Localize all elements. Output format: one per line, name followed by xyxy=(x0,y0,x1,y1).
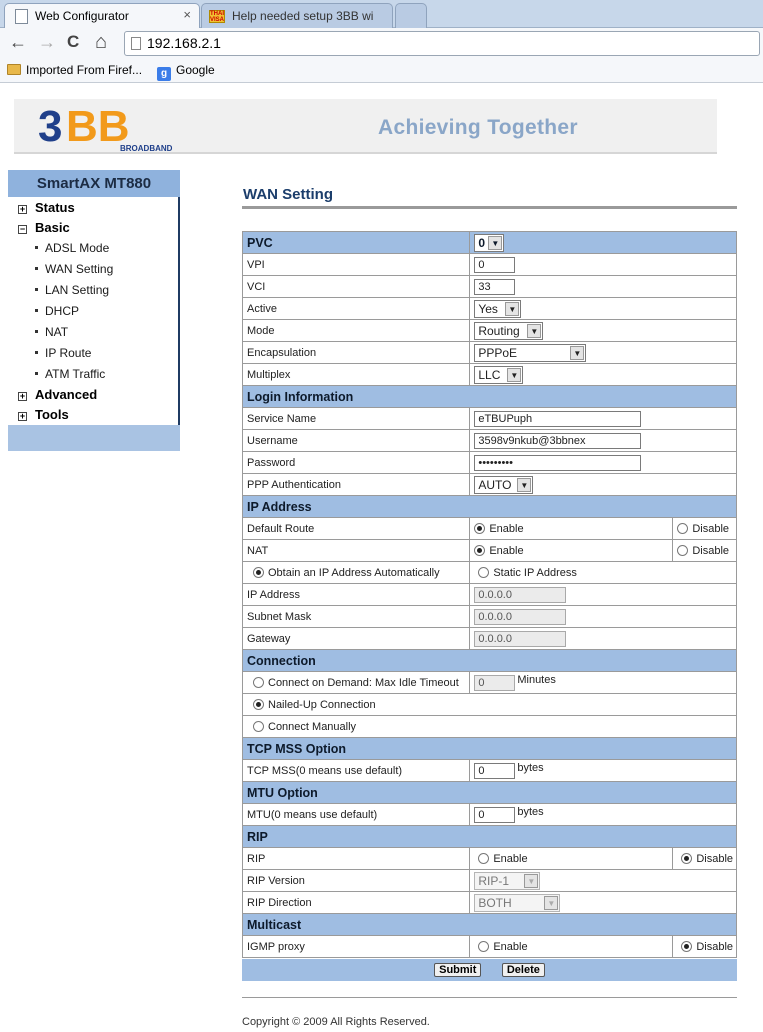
static-ip-radio[interactable] xyxy=(478,567,577,579)
radio-icon[interactable] xyxy=(478,567,489,578)
row-active xyxy=(243,298,737,320)
rip-enable[interactable] xyxy=(478,853,527,865)
row-ip-address xyxy=(243,584,737,606)
page-icon xyxy=(15,9,28,24)
rip-disable[interactable] xyxy=(681,853,733,865)
bookmarks-bar xyxy=(0,58,763,83)
section-ip-address xyxy=(243,496,737,518)
field-label: VPI xyxy=(243,254,470,276)
ip-address-input[interactable]: 0.0.0.0 xyxy=(474,587,566,603)
section-label: Login Information xyxy=(243,386,737,408)
row-tcp-mss xyxy=(243,760,737,782)
mode-select[interactable] xyxy=(474,322,543,340)
row-nat xyxy=(243,540,737,562)
tab-title: Web Configurator xyxy=(35,9,129,23)
active-select[interactable] xyxy=(474,300,521,318)
radio-label: Enable xyxy=(489,522,524,535)
dropdown-arrow-icon: ▼ xyxy=(507,368,521,382)
bookmark-google[interactable] xyxy=(157,63,215,81)
form-button-bar xyxy=(242,959,737,981)
dropdown-arrow-icon: ▼ xyxy=(505,302,519,316)
field-label: Default Route xyxy=(243,518,470,540)
google-icon: g xyxy=(157,67,171,81)
field-label: MTU(0 means use default) xyxy=(243,804,470,826)
3bb-logo xyxy=(36,101,176,153)
tab-title: Help needed setup 3BB wi xyxy=(232,9,374,23)
radio-icon[interactable] xyxy=(478,941,489,952)
tab-help-needed[interactable] xyxy=(201,3,393,28)
obtain-ip-auto-radio[interactable] xyxy=(253,567,440,579)
unit-label: Minutes xyxy=(517,674,556,687)
bullet-icon xyxy=(35,372,38,375)
row-ip-mode xyxy=(243,562,737,584)
dropdown-arrow-icon: ▼ xyxy=(517,478,531,492)
mtu-input[interactable]: 0 xyxy=(474,807,515,823)
ppp-auth-select[interactable] xyxy=(474,476,533,494)
expand-icon[interactable]: + xyxy=(19,391,26,401)
dropdown-arrow-icon: ▼ xyxy=(524,874,538,888)
row-igmp-proxy xyxy=(243,936,737,958)
nailed-up-radio[interactable] xyxy=(253,699,376,711)
expand-icon[interactable]: + xyxy=(19,204,26,214)
encapsulation-select[interactable] xyxy=(474,344,586,362)
row-service-name xyxy=(243,408,737,430)
field-label: VCI xyxy=(243,276,470,298)
radio-label: Static IP Address xyxy=(493,566,577,579)
row-rip-version xyxy=(243,870,737,892)
close-icon[interactable]: × xyxy=(183,7,191,22)
page-icon xyxy=(131,37,141,50)
new-tab-button[interactable] xyxy=(395,3,427,28)
radio-icon[interactable] xyxy=(253,677,264,688)
bullet-icon xyxy=(35,309,38,312)
select-value: AUTO xyxy=(478,477,512,492)
bullet-icon xyxy=(35,351,38,354)
multiplex-select[interactable] xyxy=(474,366,523,384)
idle-timeout-input[interactable]: 0 xyxy=(474,675,515,691)
row-connect-manually xyxy=(243,716,737,738)
radio-icon[interactable] xyxy=(474,545,485,556)
section-label: TCP MSS Option xyxy=(243,738,737,760)
field-label: Subnet Mask xyxy=(243,606,470,628)
menu-basic[interactable] xyxy=(18,220,70,235)
menu-tools[interactable] xyxy=(18,407,69,422)
tcp-mss-input[interactable]: 0 xyxy=(474,763,515,779)
row-encapsulation xyxy=(243,342,737,364)
radio-icon[interactable] xyxy=(253,567,264,578)
sidebar-item-wan-setting[interactable] xyxy=(35,262,113,276)
section-label: PVC xyxy=(243,232,470,254)
section-pvc xyxy=(243,232,737,254)
item-label: NAT xyxy=(45,325,69,339)
radio-label: Disable xyxy=(696,852,734,865)
section-connection xyxy=(243,650,737,672)
field-label: IGMP proxy xyxy=(243,936,470,958)
field-label: RIP Direction xyxy=(243,892,470,914)
unit-label: bytes xyxy=(517,762,544,775)
field-label: Active xyxy=(243,298,470,320)
menu-label: Advanced xyxy=(35,387,98,402)
vci-input[interactable]: 33 xyxy=(474,279,515,295)
home-icon[interactable]: ⌂ xyxy=(95,31,108,53)
row-gateway xyxy=(243,628,737,650)
menu-advanced[interactable] xyxy=(18,387,97,402)
forward-icon[interactable]: → xyxy=(38,32,56,52)
vpi-input[interactable]: 0 xyxy=(474,257,515,273)
svg-text:BB: BB xyxy=(66,102,130,151)
item-label: ATM Traffic xyxy=(45,367,106,381)
device-model: SmartAX MT880 xyxy=(8,170,180,197)
field-label: Multiplex xyxy=(243,364,470,386)
sidebar-item-atm-traffic[interactable] xyxy=(35,367,105,381)
section-rip xyxy=(243,826,737,848)
dropdown-arrow-icon: ▼ xyxy=(527,324,541,338)
rip-direction-select[interactable] xyxy=(474,894,560,912)
igmp-enable[interactable] xyxy=(478,941,527,953)
sidebar-item-adsl-mode[interactable] xyxy=(35,241,109,255)
row-vci xyxy=(243,276,737,298)
section-label: Multicast xyxy=(243,914,737,936)
bullet-icon xyxy=(35,267,38,270)
password-input[interactable]: ••••••••• xyxy=(474,455,641,471)
field-label: NAT xyxy=(243,540,470,562)
svg-text:BROADBAND: BROADBAND xyxy=(120,144,173,153)
field-label: Mode xyxy=(243,320,470,342)
nat-enable[interactable] xyxy=(474,545,523,557)
field-label: IP Address xyxy=(243,584,470,606)
radio-icon[interactable] xyxy=(478,853,489,864)
row-vpi xyxy=(243,254,737,276)
menu-label: Status xyxy=(35,200,75,215)
title-divider xyxy=(242,206,737,209)
radio-label: Nailed-Up Connection xyxy=(268,698,376,711)
field-label: TCP MSS(0 means use default) xyxy=(243,760,470,782)
field-label: Gateway xyxy=(243,628,470,650)
menu-label: Basic xyxy=(35,220,70,235)
sidebar-item-ip-route[interactable] xyxy=(35,346,91,360)
section-label: MTU Option xyxy=(243,782,737,804)
select-value: 0 xyxy=(478,236,486,250)
field-label: Encapsulation xyxy=(243,342,470,364)
section-mtu xyxy=(243,782,737,804)
default-route-enable[interactable] xyxy=(474,523,523,535)
nat-disable[interactable] xyxy=(677,545,729,557)
tagline: Achieving Together xyxy=(378,116,578,139)
rip-version-select[interactable] xyxy=(474,872,540,890)
connect-on-demand-radio[interactable] xyxy=(253,677,459,689)
field-label: Password xyxy=(243,452,470,474)
radio-label: Connect on Demand: Max Idle Timeout xyxy=(268,676,459,689)
page-title: WAN Setting xyxy=(243,186,333,203)
url-text: 192.168.2.1 xyxy=(147,35,221,51)
unit-label: bytes xyxy=(517,806,544,819)
radio-icon[interactable] xyxy=(253,699,264,710)
radio-icon[interactable] xyxy=(253,721,264,732)
submit-button[interactable]: Submit xyxy=(434,963,481,977)
radio-icon[interactable] xyxy=(677,523,688,534)
bookmark-label: Imported From Firef... xyxy=(26,63,143,77)
menu-label: Tools xyxy=(35,407,69,422)
address-bar[interactable] xyxy=(124,31,760,56)
row-password xyxy=(243,452,737,474)
select-value: BOTH xyxy=(478,895,512,910)
tab-web-configurator[interactable] xyxy=(4,3,200,28)
service-name-input[interactable]: eTBUPuph xyxy=(474,411,641,427)
item-label: ADSL Mode xyxy=(45,241,110,255)
back-icon[interactable]: ← xyxy=(9,32,27,52)
select-value: LLC xyxy=(478,367,501,382)
select-value: Routing xyxy=(478,323,520,338)
row-username xyxy=(243,430,737,452)
folder-icon xyxy=(7,64,21,75)
field-label: Service Name xyxy=(243,408,470,430)
select-value: RIP-1 xyxy=(478,873,510,888)
row-rip-direction xyxy=(243,892,737,914)
row-mtu xyxy=(243,804,737,826)
field-label: PPP Authentication xyxy=(243,474,470,496)
browser-toolbar xyxy=(0,28,763,58)
select-value: Yes xyxy=(478,301,498,316)
item-label: WAN Setting xyxy=(45,262,114,276)
bookmark-imported-folder[interactable] xyxy=(7,63,142,77)
section-multicast xyxy=(243,914,737,936)
header-banner xyxy=(14,99,717,154)
section-label: RIP xyxy=(243,826,737,848)
dropdown-arrow-icon: ▼ xyxy=(488,236,502,250)
row-ppp-auth xyxy=(243,474,737,496)
item-label: LAN Setting xyxy=(45,283,110,297)
radio-icon[interactable] xyxy=(474,523,485,534)
item-label: IP Route xyxy=(45,346,92,360)
menu-status[interactable] xyxy=(18,200,75,215)
sidebar xyxy=(8,170,180,451)
radio-icon[interactable] xyxy=(681,853,692,864)
copyright-text: Copyright © 2009 All Rights Reserved. xyxy=(242,1016,430,1028)
pvc-select[interactable] xyxy=(474,234,504,252)
row-mode xyxy=(243,320,737,342)
bullet-icon xyxy=(35,288,38,291)
bullet-icon xyxy=(35,246,38,249)
row-nailed-up xyxy=(243,694,737,716)
sidebar-footer xyxy=(8,425,180,451)
bookmark-label: Google xyxy=(176,63,215,77)
radio-label: Connect Manually xyxy=(268,720,357,733)
row-rip xyxy=(243,848,737,870)
sidebar-item-dhcp[interactable] xyxy=(35,304,79,318)
thaivisa-icon: THAI VISA xyxy=(210,11,225,23)
subnet-mask-input[interactable]: 0.0.0.0 xyxy=(474,609,566,625)
radio-label: Disable xyxy=(692,544,730,557)
connect-manually-radio[interactable] xyxy=(253,721,356,733)
row-default-route xyxy=(243,518,737,540)
footer-divider xyxy=(242,997,737,998)
row-connect-on-demand xyxy=(243,672,737,694)
default-route-disable[interactable] xyxy=(677,523,729,535)
radio-icon[interactable] xyxy=(677,545,688,556)
sidebar-item-nat[interactable] xyxy=(35,325,68,339)
username-input[interactable]: 3598v9nkub@3bbnex xyxy=(474,433,641,449)
dropdown-arrow-icon: ▼ xyxy=(544,896,558,910)
svg-text:3: 3 xyxy=(38,102,63,151)
section-label: IP Address xyxy=(243,496,737,518)
field-label: RIP xyxy=(243,848,470,870)
section-label: Connection xyxy=(243,650,737,672)
radio-label: Disable xyxy=(692,522,730,535)
radio-label: Disable xyxy=(696,940,734,953)
browser-tabstrip xyxy=(0,0,763,28)
igmp-disable[interactable] xyxy=(681,941,733,953)
gateway-input[interactable]: 0.0.0.0 xyxy=(474,631,566,647)
bullet-icon xyxy=(35,330,38,333)
collapse-icon[interactable]: − xyxy=(19,224,26,234)
radio-icon[interactable] xyxy=(681,941,692,952)
sidebar-menu xyxy=(8,197,180,425)
field-label: RIP Version xyxy=(243,870,470,892)
expand-icon[interactable]: + xyxy=(19,411,26,421)
radio-label: Enable xyxy=(489,544,524,557)
field-label: Username xyxy=(243,430,470,452)
row-multiplex xyxy=(243,364,737,386)
dropdown-arrow-icon: ▼ xyxy=(570,346,584,360)
select-value: PPPoE xyxy=(478,345,518,360)
reload-icon[interactable]: C xyxy=(67,32,80,51)
section-tcp-mss xyxy=(243,738,737,760)
radio-label: Enable xyxy=(493,940,528,953)
section-login xyxy=(243,386,737,408)
radio-label: Obtain an IP Address Automatically xyxy=(268,566,440,579)
row-subnet-mask xyxy=(243,606,737,628)
wan-settings-form xyxy=(242,231,737,958)
radio-label: Enable xyxy=(493,852,528,865)
item-label: DHCP xyxy=(45,304,80,318)
delete-button[interactable]: Delete xyxy=(502,963,545,977)
sidebar-item-lan-setting[interactable] xyxy=(35,283,109,297)
